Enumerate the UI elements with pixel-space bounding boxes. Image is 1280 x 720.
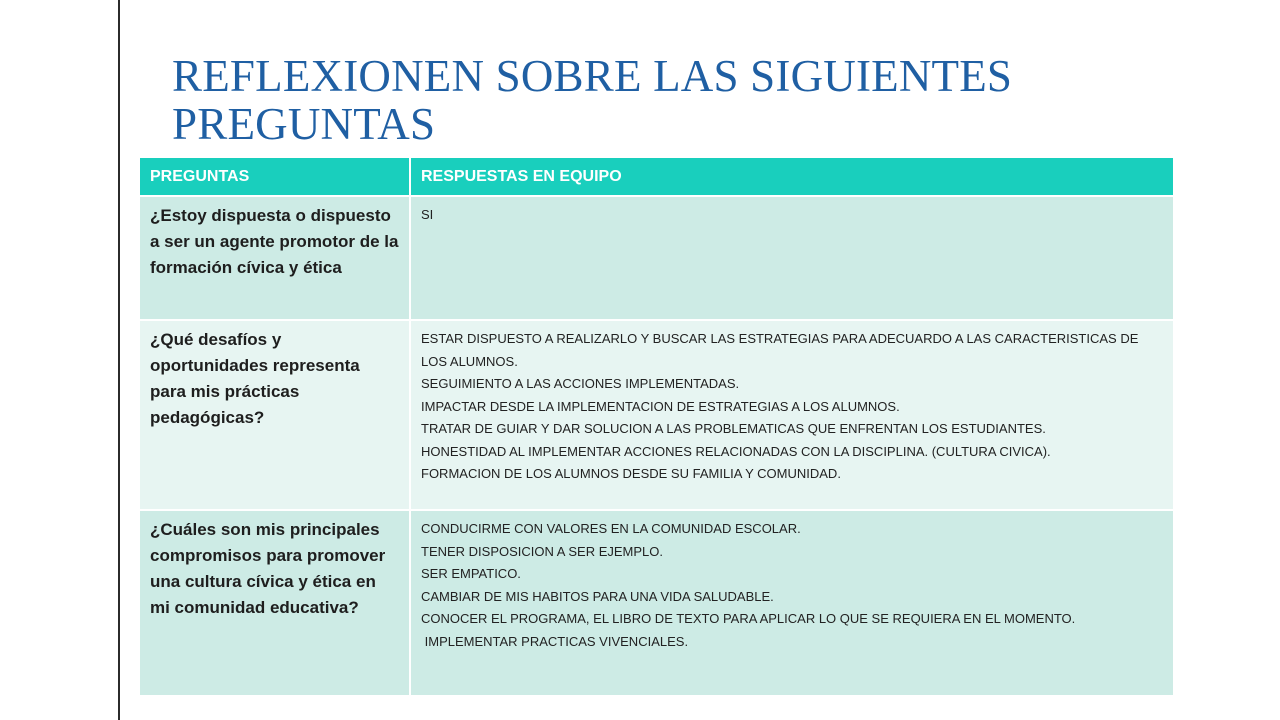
answer-line: SI <box>421 207 434 222</box>
answer-line: TRATAR DE GUIAR Y DAR SOLUCION A LAS PROBLEMATICAS QUE ENFRENTAN LOS ESTUDIANTES. <box>421 421 1046 436</box>
slide-title: REFLEXIONEN SOBRE LAS SIGUIENTES PREGUNTAS <box>172 51 1013 149</box>
header-questions: PREGUNTAS <box>140 158 410 196</box>
answer-line: CONOCER EL PROGRAMA, EL LIBRO DE TEXTO PARA APLICAR LO QUE SE REQUIERA EN EL MOMENTO. <box>421 611 1076 626</box>
answer-cell <box>410 510 1173 696</box>
answer-line: HONESTIDAD AL IMPLEMENTAR ACCIONES RELACIONADAS CON LA DISCIPLINA. (CULTURA CIVICA). <box>421 443 1051 459</box>
left-divider-line <box>118 0 120 720</box>
answer-line: TENER DISPOSICION A SER EJEMPLO. <box>421 543 664 559</box>
answer-line: IMPACTAR DESDE LA IMPLEMENTACION DE ESTRATEGIAS A LOS ALUMNOS. <box>421 398 900 414</box>
answer-cell <box>410 320 1173 510</box>
answer-line: IMPLEMENTAR PRACTICAS VIVENCIALES. <box>421 633 689 649</box>
answer-cell <box>410 196 1173 320</box>
answer-line: FORMACION DE LOS ALUMNOS DESDE SU FAMILIA Y COMUNIDAD. <box>421 466 841 481</box>
table-header-row <box>140 158 1173 196</box>
table-row <box>140 320 1173 510</box>
table-row <box>140 196 1173 320</box>
questions-table <box>140 158 1173 697</box>
answer-line: SEGUIMIENTO A LAS ACCIONES IMPLEMENTADAS. <box>421 376 740 391</box>
question-cell: ¿Cuáles son mis principales compromisos para promover una cultura cívica y ética en mi comunidad educativa? <box>140 510 410 696</box>
answer-line: CAMBIAR DE MIS HABITOS PARA UNA VIDA SALUDABLE. <box>421 588 774 604</box>
answer-line: CONDUCIRME CON VALORES EN LA COMUNIDAD ESCOLAR. <box>421 521 801 536</box>
question-cell: ¿Qué desafíos y oportunidades representa para mis prácticas pedagógicas? <box>140 320 410 510</box>
header-team-answers: RESPUESTAS EN EQUIPO <box>410 158 1173 196</box>
table-row <box>140 510 1173 696</box>
question-cell: ¿Estoy dispuesta o dispuesto a ser un agente promotor de la formación cívica y ética <box>140 196 410 320</box>
answer-line: ESTAR DISPUESTO A REALIZARLO Y BUSCAR LAS ESTRATEGIAS PARA ADECUARDO A LAS CARACTERISTICAS DE LOS ALUMNOS. <box>421 331 1143 369</box>
answer-line: SER EMPATICO. <box>421 566 521 581</box>
